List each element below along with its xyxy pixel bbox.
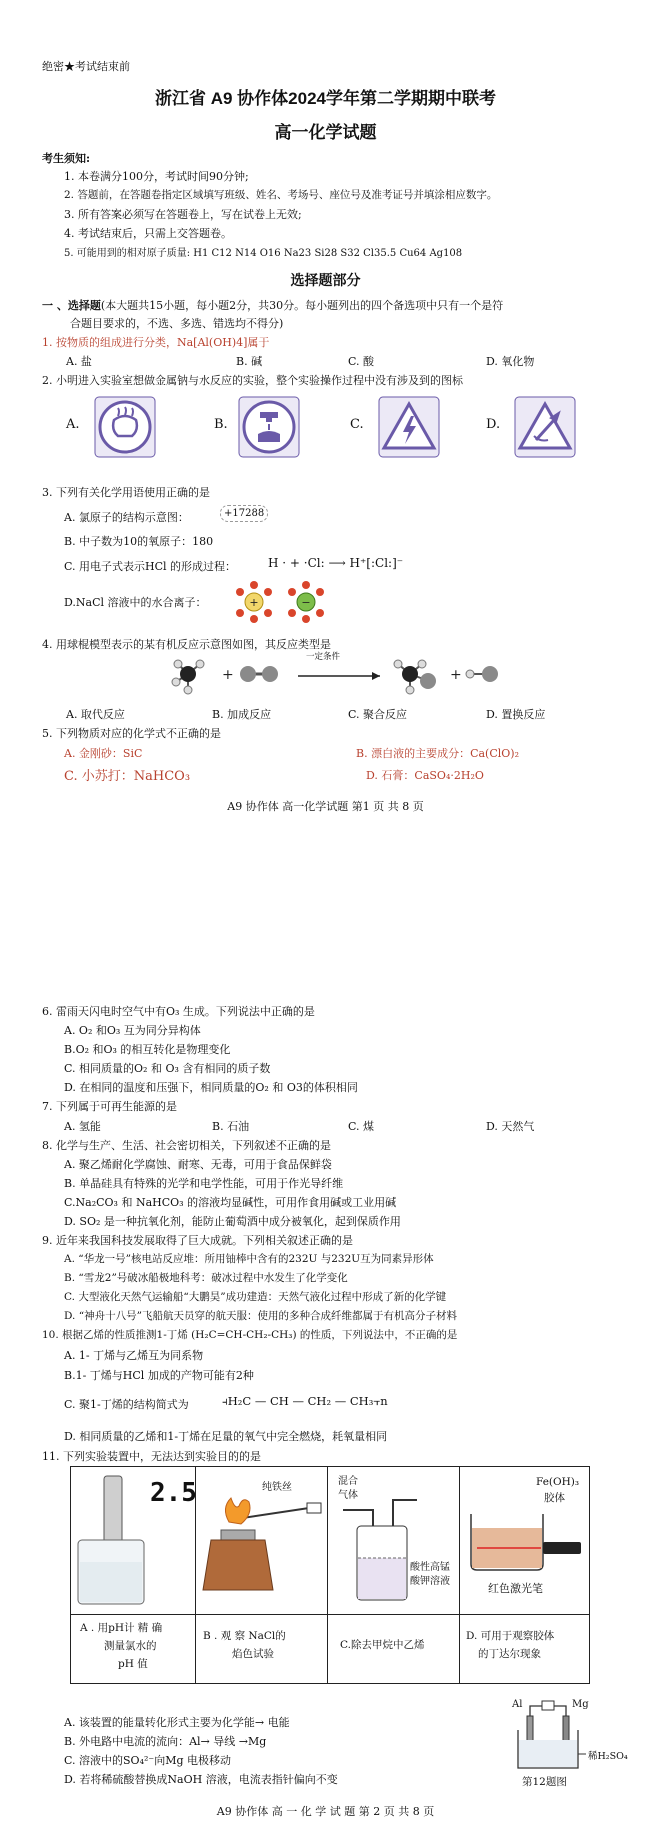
q2-option-c: C. [350, 417, 364, 432]
q1-option-a: A. 盐 [66, 355, 92, 368]
q3-stem: 3. 下列有关化学用语使用正确的是 [42, 486, 210, 499]
q5-option-c: C. 小苏打：NaHCO₃ [64, 769, 191, 784]
q9-option-a: A. “华龙一号”核电站反应堆：所用铀棒中含有的232U 与232U互为同素异形体 [64, 1253, 434, 1265]
q5-option-b: B. 漂白液的主要成分：Ca(ClO)₂ [356, 747, 519, 760]
electricity-hazard-icon [378, 396, 440, 458]
polybutene-formula: ⫞H₂C — CH — CH₂ — CH₃⫟n [222, 1394, 388, 1408]
mg-electrode-label: Mg [572, 1699, 589, 1710]
q10-option-c: C. 聚1-丁烯的结构简式为 [64, 1398, 189, 1411]
section-title: 选择题部分 [290, 272, 361, 288]
svg-text:+: + [450, 667, 462, 683]
q5-option-d: D. 石膏：CaSO₄·2H₂O [366, 769, 484, 782]
q4-option-b: B. 加成反应 [212, 708, 272, 721]
note-item: 1. 本卷满分100分，考试时间90分钟; [64, 170, 249, 183]
flame-test-illustration [199, 1470, 323, 1610]
note-item: 3. 所有答案必须写在答题卷上，写在试卷上无效; [64, 208, 302, 221]
chlorine-atom-diagram: +17288 [220, 505, 268, 522]
q10-option-d: D. 相同质量的乙烯和1-丁烯在足量的氧气中完全燃烧，耗氧量相同 [64, 1430, 388, 1443]
q6-stem: 6. 雷雨天闪电时空气中有O₃ 生成。下列说法中正确的是 [42, 1005, 315, 1018]
caption-b: 焰色试验 [232, 1648, 274, 1660]
exam-title: 浙江省 A9 协作体2024学年第二学期期中联考 [155, 89, 496, 108]
q4-stem: 4. 用球棍模型表示的某有机反应示意图如图，其反应类型是 [42, 638, 331, 651]
notes-heading: 考生须知: [42, 152, 91, 165]
kmno4-label: 酸钾溶液 [410, 1576, 450, 1587]
figure-12-caption: 第12题图 [522, 1776, 567, 1788]
caption-c: C.除去甲烷中乙烯 [340, 1639, 425, 1651]
q12-option-b: B. 外电路中电流的流向：Al→ 导线 →Mg [64, 1735, 267, 1748]
q12-option-a: A. 该装置的能量转化形式主要为化学能→ 电能 [64, 1716, 290, 1729]
q8-option-a: A. 聚乙烯耐化学腐蚀、耐寒、无毒，可用于食品保鲜袋 [64, 1158, 332, 1171]
laser-pointer-label: 红色激光笔 [488, 1582, 543, 1595]
q3-option-c: C. 用电子式表示HCl 的形成过程： [64, 560, 237, 573]
caption-d: 的丁达尔现象 [478, 1648, 541, 1660]
q7-stem: 7. 下列属于可再生能源的是 [42, 1100, 177, 1113]
note-item: 5. 可能用到的相对原子质量: H1 C12 N14 O16 Na23 Si28 S32 Cl35.5 Cu64 Ag108 [64, 248, 463, 259]
q9-stem: 9. 近年来我国科技发展取得了巨大成就。下列相关叙述正确的是 [42, 1234, 353, 1247]
q10-option-a: A. 1- 丁烯与乙烯互为同系物 [64, 1349, 204, 1362]
q5-option-a: A. 金刚砂：SiC [64, 747, 143, 760]
mixed-gas-label: 气体 [338, 1490, 358, 1501]
q1-option-c: C. 酸 [348, 355, 375, 368]
svg-text:+: + [222, 667, 234, 683]
q8-option-b: B. 单晶硅具有特殊的光学和电学性能，可用于作光导纤维 [64, 1177, 344, 1190]
caption-b: B . 观 察 NaCl的 [203, 1630, 286, 1642]
q7-option-c: C. 煤 [348, 1120, 375, 1133]
sharp-object-icon [514, 396, 576, 458]
wire-label: 纯铁丝 [262, 1482, 292, 1493]
caption-a: 测量氯水的 [104, 1640, 157, 1652]
secret-tag: 绝密★考试结束前 [42, 60, 130, 73]
q2-option-a: A. [66, 417, 80, 432]
q7-option-d: D. 天然气 [486, 1120, 535, 1133]
note-item: 4. 考试结束后，只需上交答题卷。 [64, 227, 232, 240]
q3-option-a: A. 氯原子的结构示意图： [64, 511, 189, 524]
q1-option-b: B. 碱 [236, 355, 263, 368]
q9-option-d: D. “神舟十八号”飞船航天员穿的航天服：使用的多种合成纤维都属于有机高分子材料 [64, 1310, 457, 1322]
q3-option-d: D.NaCl 溶液中的水合离子： [64, 596, 207, 609]
hydrated-ions-diagram [230, 580, 330, 624]
q8-option-c: C.Na₂CO₃ 和 NaHCO₃ 的溶液均显碱性，可用作食用碱或工业用碱 [64, 1196, 397, 1209]
al-electrode-label: Al [512, 1699, 523, 1710]
svg-text:−: − [301, 596, 311, 609]
caption-a: pH 值 [118, 1658, 148, 1670]
page-1-footer: A9 协作体 高一化学试题 第1 页 共 8 页 [227, 800, 424, 813]
colloid-label: 胶体 [544, 1492, 565, 1504]
part1-heading: 一 、选择题 [42, 299, 101, 312]
q11-stem: 11. 下列实验装置中，无法达到实验目的的是 [42, 1450, 261, 1463]
caption-d: D. 可用于观察胶体 [466, 1630, 555, 1642]
sulfuric-acid-label: 稀H₂SO₄ [588, 1751, 628, 1762]
note-item: 2. 答题前，在答题卷指定区域填写班级、姓名、考场号、座位号及准考证号并填涂相应数字。 [64, 189, 498, 201]
q12-option-c: C. 溶液中的SO₄²⁻向Mg 电极移动 [64, 1754, 231, 1767]
q7-option-a: A. 氢能 [64, 1120, 101, 1133]
reaction-condition-label: 一定条件 [306, 652, 341, 662]
subject-title: 高一化学试题 [274, 123, 377, 142]
q8-option-d: D. SO₂ 是一种抗氧化剂，能防止葡萄酒中成分被氧化，起到保质作用 [64, 1215, 401, 1228]
q4-option-d: D. 置换反应 [486, 708, 546, 721]
q1-stem: 1. 按物质的组成进行分类，Na[Al(OH)4]属于 [42, 336, 270, 349]
part1-desc: (本大题共15小题，每小题2分，共30分。每小题列出的四个备选项中只有一个是符 [100, 299, 504, 312]
svg-text:+: + [249, 596, 259, 609]
wash-hands-icon [238, 396, 300, 458]
q10-stem: 10. 根据乙烯的性质推测1-丁烯 (H₂C=CH-CH₂-CH₃) 的性质，下列说法中，不正确的是 [42, 1329, 458, 1341]
q9-option-b: B. “雪龙2”号破冰船极地科考：破冰过程中水发生了化学变化 [64, 1272, 348, 1284]
q10-option-b: B.1- 丁烯与HCl 加成的产物可能有2种 [64, 1369, 254, 1382]
q1-option-d: D. 氧化物 [486, 355, 535, 368]
q12-option-d: D. 若将稀硫酸替换成NaOH 溶液，电流表指针偏向不变 [64, 1773, 338, 1786]
q6-option-a: A. O₂ 和O₃ 互为同分异构体 [64, 1024, 201, 1037]
q4-option-c: C. 聚合反应 [348, 708, 408, 721]
part1-desc-cont: 合题目要求的，不选、多选、错选均不得分) [70, 317, 284, 330]
q6-option-c: C. 相同质量的O₂ 和 O₃ 含有相同的质子数 [64, 1062, 271, 1075]
q6-option-d: D. 在相同的温度和压强下，相同质量的O₂ 和 O3的体积相同 [64, 1081, 358, 1094]
q2-option-b: B. [214, 417, 228, 432]
q5-stem: 5. 下列物质对应的化学式不正确的是 [42, 727, 221, 740]
q2-stem: 2. 小明进入实验室想做金属钠与水反应的实验，整个实验操作过程中没有涉及到的图标 [42, 374, 463, 387]
hot-surface-icon [94, 396, 156, 458]
hcl-formation-diagram: H · + ·Cl: ⟶ H⁺[:Cl:]⁻ [268, 556, 404, 570]
colloid-label: Fe(OH)₃ [536, 1476, 580, 1488]
q7-option-b: B. 石油 [212, 1120, 250, 1133]
q3-option-b: B. 中子数为10的氧原子：180 [64, 535, 214, 548]
page-2-footer: A9 协作体 高 一 化 学 试 题 第 2 页 共 8 页 [216, 1805, 435, 1818]
q6-option-b: B.O₂ 和O₃ 的相互转化是物理变化 [64, 1043, 231, 1056]
ph-reading: 2.5 [150, 1478, 197, 1508]
q2-option-d: D. [486, 417, 501, 432]
q4-option-a: A. 取代反应 [66, 708, 125, 721]
q8-stem: 8. 化学与生产、生活、社会密切相关，下列叙述不正确的是 [42, 1139, 331, 1152]
caption-a: A . 用pH计 精 确 [80, 1622, 163, 1634]
kmno4-label: 酸性高锰 [410, 1562, 450, 1573]
mixed-gas-label: 混合 [338, 1476, 358, 1487]
q9-option-c: C. 大型液化天然气运输船“大鹏昊”成功建造：天然气液化过程中形成了新的化学键 [64, 1291, 447, 1303]
